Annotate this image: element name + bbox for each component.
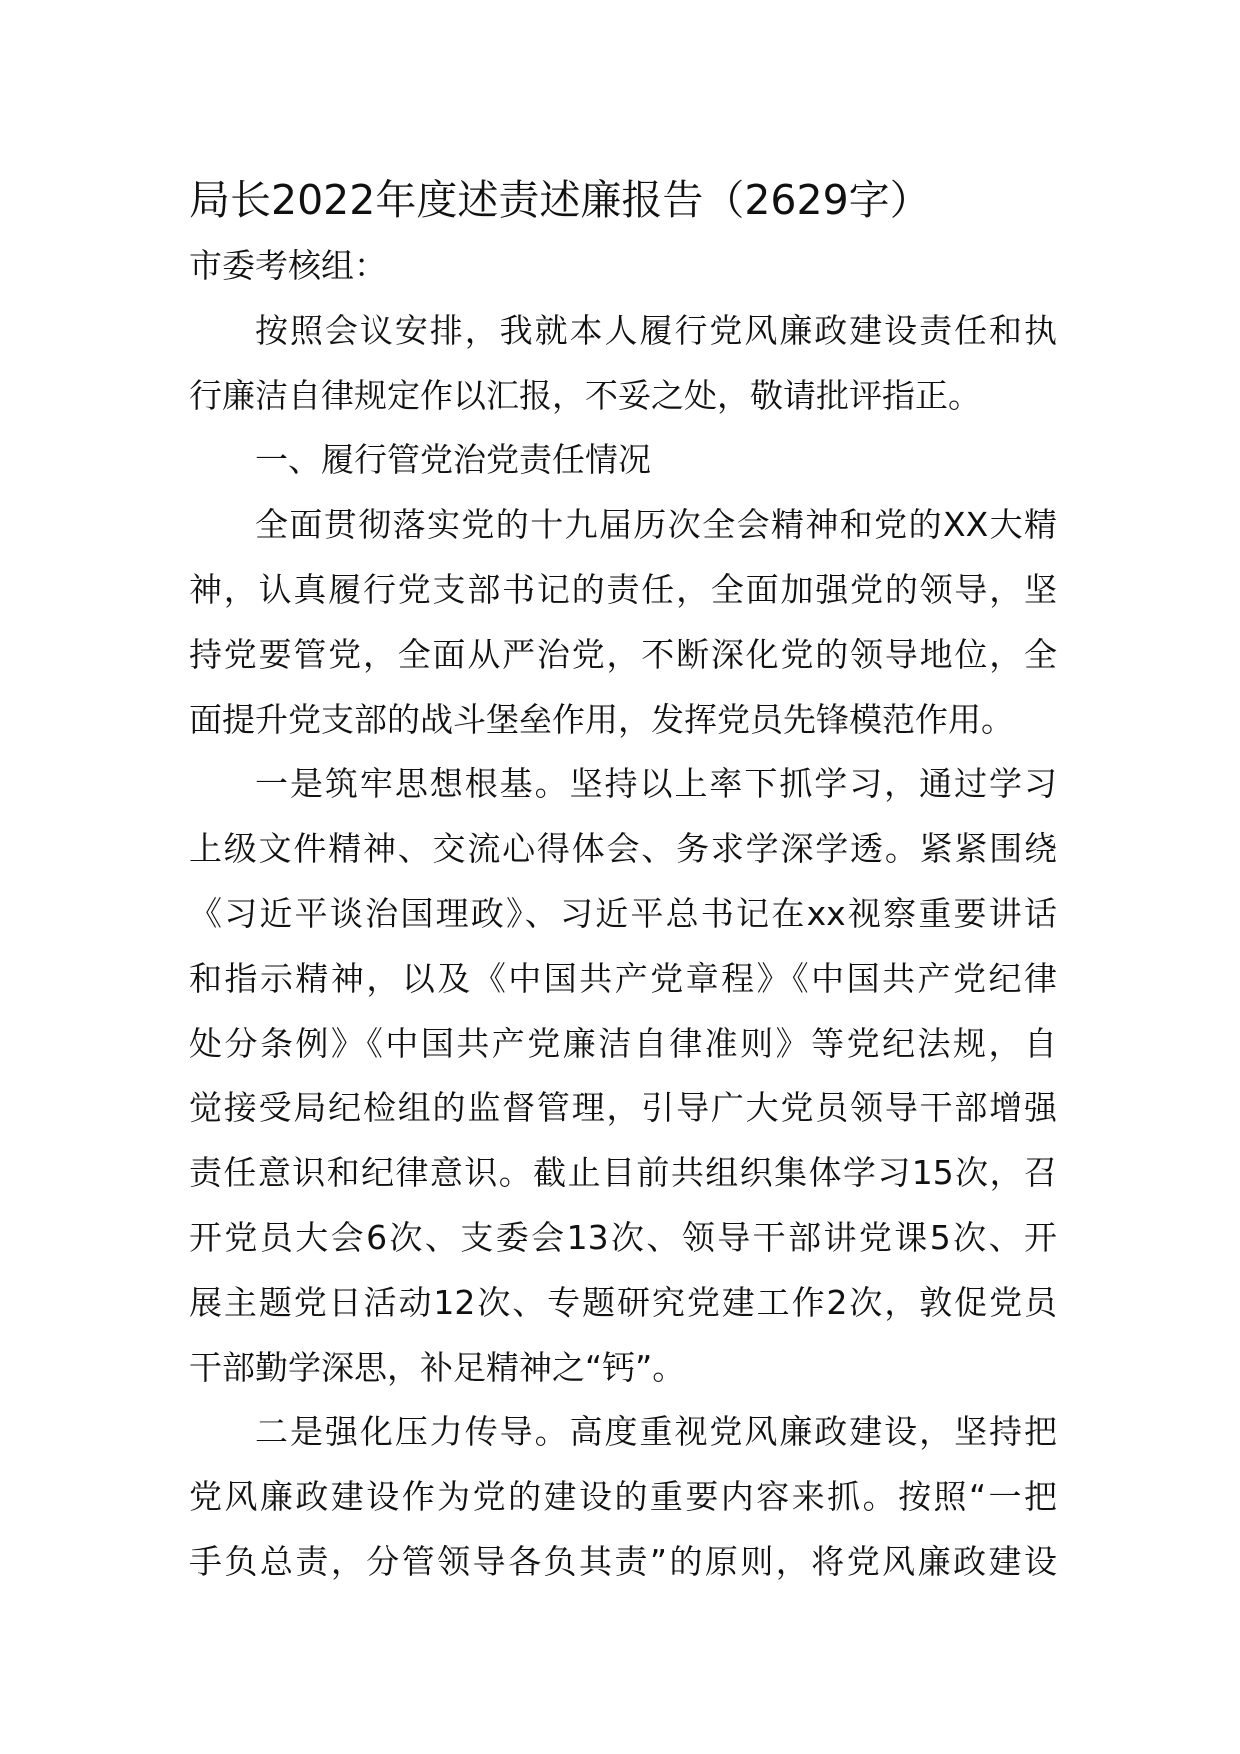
paragraph-line: 二是强化压力传导。高度重视党风廉政建设，坚持把 (255, 1412, 1057, 1452)
paragraph-line: 上级文件精神、交流心得体会、务求学深学透。紧紧围绕 (189, 829, 1057, 869)
paragraph (189, 1400, 1057, 1594)
paragraph-line: 和指示精神，以及《中国共产党章程》《中国共产党纪律 (189, 958, 1057, 998)
paragraph (189, 299, 1057, 429)
paragraph (189, 752, 1057, 1400)
paragraph-line: 《习近平谈治国理政》、习近平总书记在xx视察重要讲话 (189, 893, 1057, 933)
paragraph-line: 处分条例》《中国共产党廉洁自律准则》等党纪法规，自 (189, 1023, 1057, 1063)
paragraph (189, 428, 1057, 493)
paragraph-line: 一、履行管党治党责任情况 (255, 440, 651, 480)
paragraph-line: 开党员大会6次、支委会13次、领导干部讲党课5次、开 (189, 1217, 1057, 1257)
document-page (189, 166, 1057, 1595)
paragraph-line: 按照会议安排，我就本人履行党风廉政建设责任和执 (255, 310, 1057, 350)
paragraph-line: 干部勤学深思，补足精神之“钙”。 (189, 1347, 686, 1387)
document-body (189, 299, 1057, 1595)
paragraph-line: 责任意识和纪律意识。截止目前共组织集体学习15次，召 (189, 1153, 1057, 1193)
paragraph-line: 行廉洁自律规定作以汇报，不妥之处，敬请批评指正。 (189, 375, 981, 415)
paragraph-line: 党风廉政建设作为党的建设的重要内容来抓。按照“一把 (189, 1477, 1057, 1517)
paragraph (189, 493, 1057, 752)
paragraph-line: 一是筑牢思想根基。坚持以上率下抓学习，通过学习 (255, 764, 1057, 804)
paragraph-line: 全面贯彻落实党的十九届历次全会精神和党的XX大精 (255, 505, 1057, 545)
paragraph-line: 手负总责，分管领导各负其责”的原则，将党风廉政建设 (189, 1541, 1057, 1581)
paragraph-line: 持党要管党，全面从严治党，不断深化党的领导地位，全 (189, 634, 1057, 674)
document-title: 局长2022年度述责述廉报告（2629字） (189, 176, 931, 224)
paragraph-line: 面提升党支部的战斗堡垒作用，发挥党员先锋模范作用。 (189, 699, 1014, 739)
paragraph-line: 觉接受局纪检组的监督管理，引导广大党员领导干部增强 (189, 1088, 1057, 1128)
salutation: 市委考核组： (189, 246, 387, 285)
paragraph-line: 神，认真履行党支部书记的责任，全面加强党的领导，坚 (189, 569, 1057, 609)
paragraph-line: 展主题党日活动12次、专题研究党建工作2次，敦促党员 (189, 1282, 1057, 1322)
